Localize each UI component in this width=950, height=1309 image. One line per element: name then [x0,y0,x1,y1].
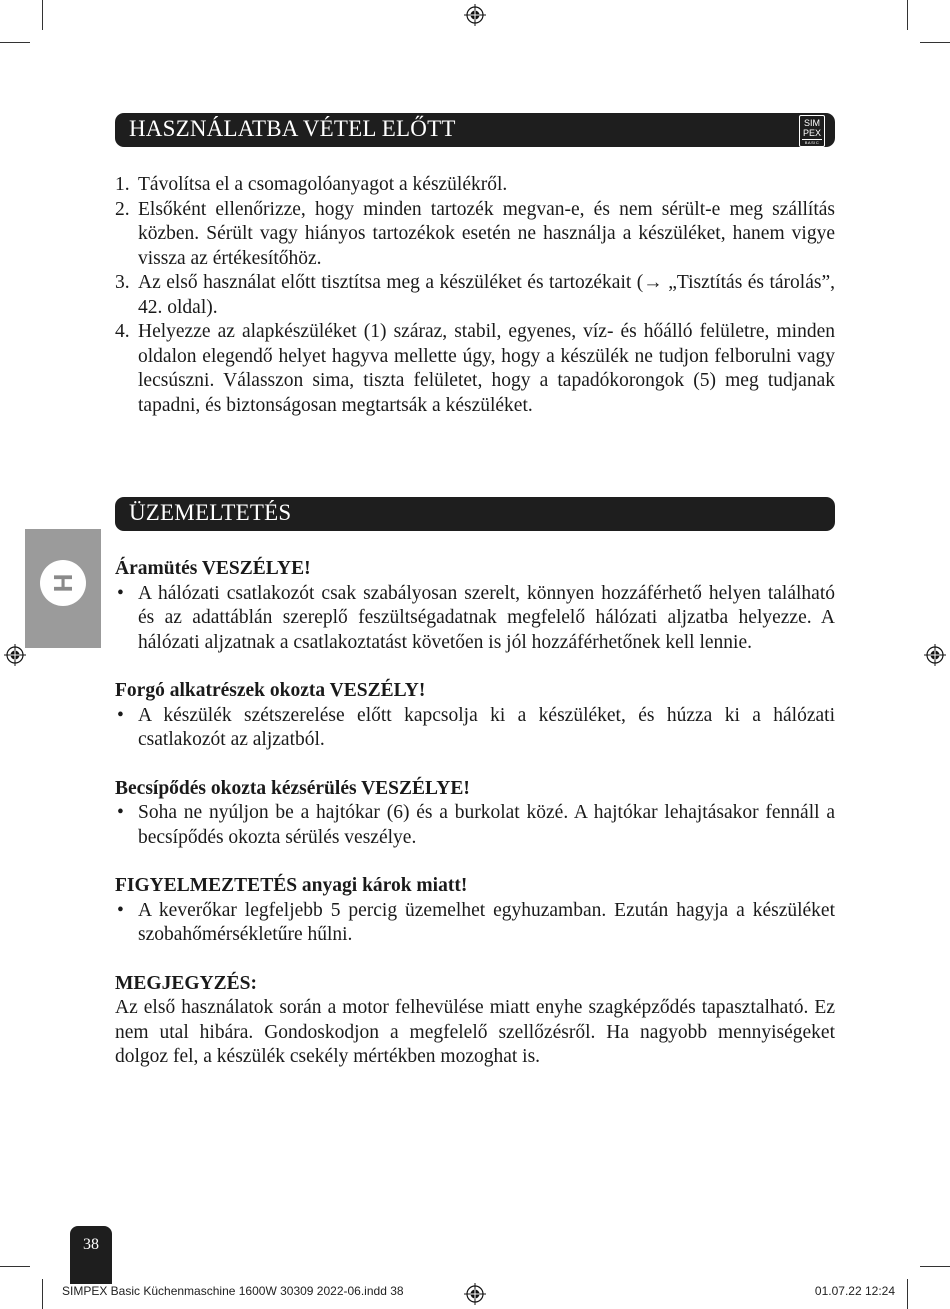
before-use-steps [115,173,835,418]
list-text: Távolítsa el a csomagolóanyagot a készülékről. [138,174,508,195]
list-text: Az első használat előtt tisztítsa meg a készüléket és tartozékait (→ „Tisztítás és tárolás”, 42. oldal). [138,272,835,318]
logo-line-1: SIM [803,118,820,128]
section-title: ÜZEMELTETÉS [129,500,292,525]
bullet-item [115,801,835,850]
note-heading: MEGJEGYZÉS: [115,972,257,994]
section-header-operation [115,497,835,531]
crop-mark [920,42,950,43]
bullet-text: A keverőkar legfeljebb 5 percig üzemelhet egyhuzamban. Ezután hagyja a készüléket szobahőmérsékletűre hűlni. [138,899,835,945]
bullet-item [115,899,835,948]
crop-mark [907,0,908,30]
list-item [115,173,835,198]
crop-mark [0,1266,30,1267]
bullet-icon: • [117,704,124,726]
bullet-icon: • [117,582,124,604]
crop-mark [42,0,43,30]
footer-filename: SIMPEX Basic Küchenmaschine 1600W 30309 2022-06.indd 38 [62,1284,404,1298]
language-tab [25,529,101,648]
list-text: Elsőként ellenőrizze, hogy minden tartozék megvan-e, és nem sérült-e meg szállítás közben. Sérült vagy hiányos tartozékok esetén ne használja a készüléket, hanem vigye vissza az értékesítőhöz. [138,198,835,269]
warning-heading: FIGYELMEZTETÉS anyagi károk miatt! [115,875,468,896]
section-header-before-use [115,113,835,147]
bullet-text: A készülék szétszerelése előtt kapcsolja ki a készüléket, és húzza ki a hálózati csatlakozót az aljzatból. [138,704,835,750]
list-number: 1. [115,174,130,195]
crop-mark [42,1279,43,1309]
language-badge [40,560,86,606]
list-item [115,198,835,272]
warning-heading: Forgó alkatrészek okozta VESZÉLY! [115,680,426,701]
registration-mark-icon [924,644,946,666]
list-number: 3. [115,272,130,293]
registration-mark-icon [464,4,486,26]
logo-line-2: PEX [802,128,821,138]
warning-heading: Áramütés VESZÉLYE! [115,558,311,579]
registration-mark-icon [4,644,26,666]
warning-heading: Becsípődés okozta kézsérülés VESZÉLYE! [115,777,470,799]
language-letter: H [48,573,78,593]
list-number: 2. [115,198,130,220]
page-number-box [70,1226,112,1284]
page-number: 38 [83,1236,99,1253]
bullet-text: A hálózati csatlakozót csak szabályosan szerelt, könnyen hozzáférhető helyen található és az adattáblán szereplő feszültségadatnak megfelelő hálózati aljzatba helyezze. A hálózati aljzatnak a csatlakoztatást követően is jól hozzáférhetőnek kell lennie. [138,582,835,653]
list-text: Helyezze az alapkészüléket (1) száraz, stabil, egyenes, víz- és hőálló felületre, minden oldalon elegendő helyet hagyva mellette úgy, hogy a készülék ne tudjon felborulni vagy lecsúszni. Válasszon sima, tiszta felületet, hogy a tapadókorongok (5) meg tudjanak tapadni, és biztonságosan megtartsák a készüléket. [138,321,835,416]
crop-mark [907,1279,908,1309]
logo-line-3: BASIC [802,139,822,145]
simpex-logo [799,115,825,147]
list-number: 4. [115,321,130,342]
crop-mark [0,42,30,43]
footer-timestamp: 01.07.22 12:24 [814,1284,895,1298]
crop-mark [920,1266,950,1267]
list-item [115,271,835,320]
note-text: Az első használatok során a motor felhevülése miatt enyhe szagképződés tapasztalható. Ez nem utal hibára. Gondoskodjon a megfelelő szellőzésről. Ha nagyobb mennyiségeket dolgoz fel, a készülék csekély mértékben mozoghat is. [115,997,835,1067]
bullet-icon: • [117,899,124,921]
bullet-item [115,582,835,656]
section-title: HASZNÁLATBA VÉTEL ELŐTT [129,116,456,141]
list-item [115,320,835,418]
bullet-text: Soha ne nyúljon be a hajtókar (6) és a burkolat közé. A hajtókar lehajtásakor fennáll a becsípődés okozta sérülés veszélye. [138,802,835,848]
bullet-item [115,704,835,753]
operation-content [115,557,835,1070]
bullet-icon: • [117,802,124,823]
registration-mark-icon [464,1283,486,1305]
